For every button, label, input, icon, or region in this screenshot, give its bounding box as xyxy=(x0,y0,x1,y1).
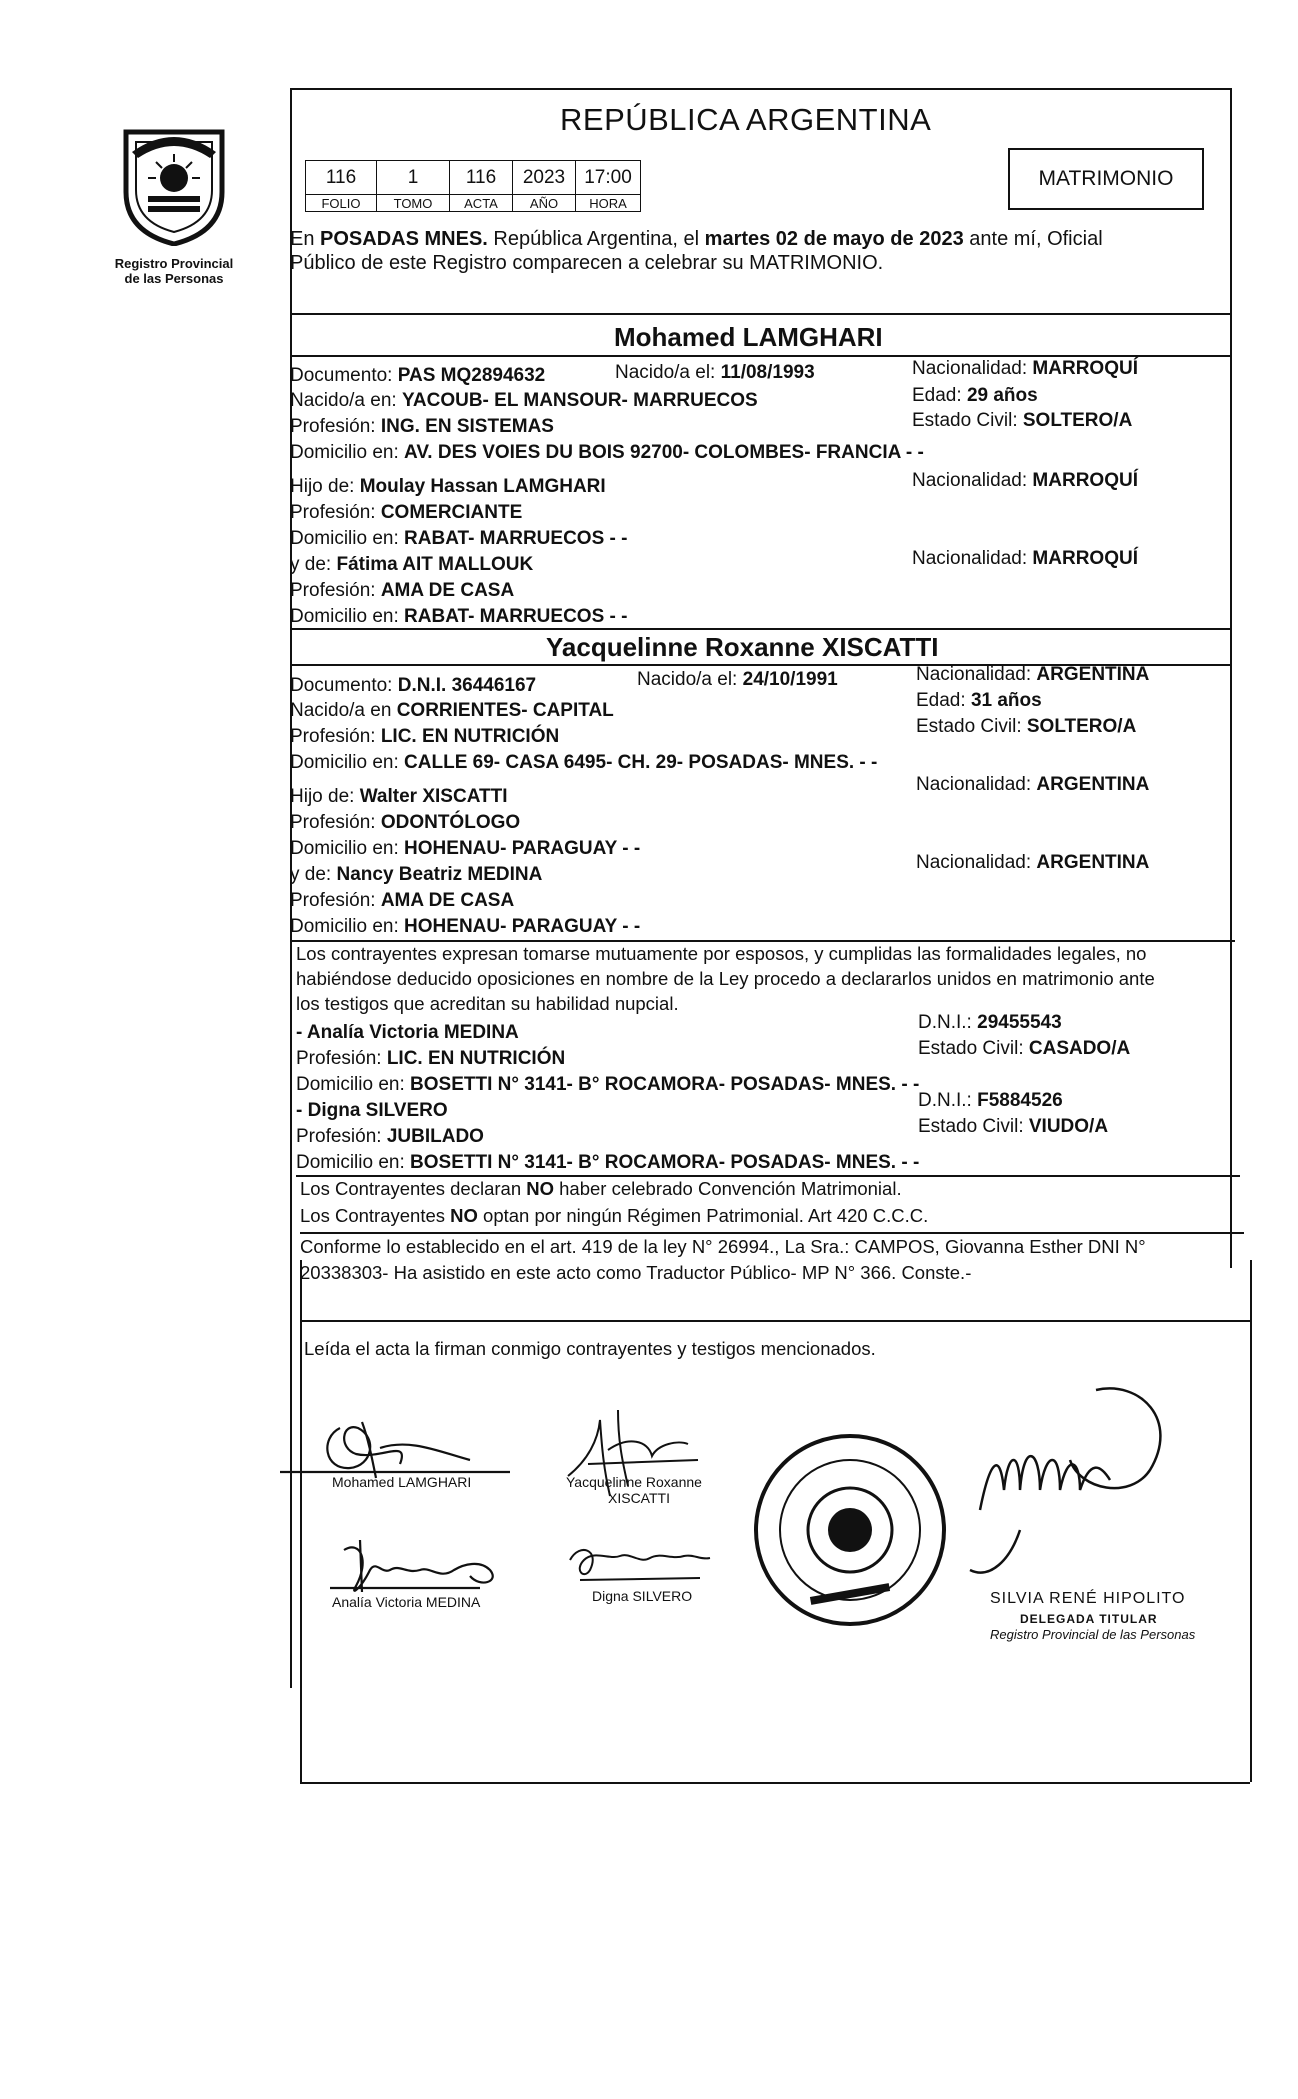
spouse2-madre-profesion xyxy=(290,890,514,912)
label: Profesión: xyxy=(290,812,381,833)
spouse1-madre-profesion xyxy=(290,580,514,602)
witness2-domicilio xyxy=(296,1152,919,1174)
intro-middle: República Argentina, el xyxy=(487,228,705,250)
label: Domicilio en: xyxy=(290,606,405,627)
value: BOSETTI N° 3141- B° ROCAMORA- POSADAS- MNES. - - xyxy=(410,1074,920,1095)
folio-value: 116 xyxy=(306,161,377,195)
label: Profesión: xyxy=(290,580,381,601)
value: D.N.I. 36446167 xyxy=(397,675,537,696)
signature-analia-name: Analía Victoria MEDINA xyxy=(332,1594,481,1610)
witness2-estado-civil xyxy=(918,1116,1108,1138)
declaration-line-1: Los contrayentes expresan tomarse mutuamente por esposos, y cumplidas las formalidades legales, no xyxy=(296,943,1147,964)
label: D.N.I.: xyxy=(918,1012,978,1033)
declaration-line-2: habiéndose deducido oposiciones en nombre de la Ley procedo a declararlos unidos en matrimonio ante xyxy=(296,968,1155,989)
divider-closing xyxy=(300,1320,1250,1322)
spouse2-edad xyxy=(916,690,1042,712)
label: Nacionalidad: xyxy=(912,548,1033,569)
spouse2-padre xyxy=(290,786,508,808)
declaration-line-3: los testigos que acreditan su habilidad nupcial. xyxy=(296,993,679,1014)
spouse1-madre-domicilio xyxy=(290,606,627,628)
hora-value: 17:00 xyxy=(576,161,641,195)
label: y de: xyxy=(290,554,337,575)
value: VIUDO/A xyxy=(1028,1116,1109,1137)
act-type-box: MATRIMONIO xyxy=(1008,148,1204,210)
conventions-line-1 xyxy=(300,1178,902,1200)
spouse1-padre-domicilio xyxy=(290,528,627,550)
intro-prefix: En xyxy=(290,228,321,250)
label: Profesión: xyxy=(296,1048,387,1069)
label: Nacionalidad: xyxy=(916,852,1037,873)
spouse1-nacido-en xyxy=(290,390,758,412)
value: MARROQUÍ xyxy=(1032,358,1138,379)
acta-value: 116 xyxy=(450,161,513,195)
intro-place: POSADAS MNES. xyxy=(320,228,488,250)
label: Domicilio en: xyxy=(290,838,405,859)
value: Nancy Beatriz MEDINA xyxy=(336,864,543,885)
official-name: SILVIA RENÉ HIPOLITO xyxy=(990,1590,1186,1607)
label: Estado Civil: xyxy=(916,716,1027,737)
spouse2-padre-profesion xyxy=(290,812,520,834)
spouse2-domicilio xyxy=(290,752,877,774)
label: Nacionalidad: xyxy=(912,470,1033,491)
value: HOHENAU- PARAGUAY - - xyxy=(404,838,641,859)
label: Domicilio en: xyxy=(296,1074,411,1095)
label: Profesión: xyxy=(290,502,381,523)
spouse1-padre-profesion xyxy=(290,502,522,524)
value: 24/10/1991 xyxy=(742,669,838,690)
official-signature xyxy=(960,1380,1200,1580)
value: ARGENTINA xyxy=(1036,852,1150,873)
label: Nacionalidad: xyxy=(916,664,1037,685)
witness2-dni xyxy=(918,1090,1063,1112)
tomo-value: 1 xyxy=(377,161,450,195)
divider-spouse2 xyxy=(290,628,1230,630)
label: Domicilio en: xyxy=(290,442,405,463)
spouse2-padre-nacionalidad xyxy=(916,774,1149,796)
official-signature-scribble xyxy=(960,1380,1200,1580)
value: ARGENTINA xyxy=(1036,664,1150,685)
lower-frame-right-border xyxy=(1250,1260,1252,1782)
emphasis: NO xyxy=(526,1178,554,1199)
value: CORRIENTES- CAPITAL xyxy=(396,700,614,721)
value: 11/08/1993 xyxy=(720,362,815,383)
divider-conventions xyxy=(296,1175,1240,1177)
value: PAS MQ2894632 xyxy=(397,365,546,386)
label: y de: xyxy=(290,864,337,885)
label: Hijo de: xyxy=(290,786,360,807)
value: 29 años xyxy=(966,385,1038,406)
document-title: REPÚBLICA ARGENTINA xyxy=(560,102,932,137)
label: Nacido/a en: xyxy=(290,390,402,411)
signature-mohamed-name: Mohamed LAMGHARI xyxy=(332,1474,472,1490)
divider-spouse1 xyxy=(290,313,1230,315)
value: CASADO/A xyxy=(1028,1038,1131,1059)
value: ARGENTINA xyxy=(1036,774,1150,795)
value: Moulay Hassan LAMGHARI xyxy=(359,476,606,497)
logo-caption xyxy=(96,256,252,286)
label: Profesión: xyxy=(290,726,381,747)
spouse2-madre-domicilio xyxy=(290,916,640,938)
label: Profesión: xyxy=(290,890,381,911)
spouse1-edad xyxy=(912,385,1038,407)
spouse2-nacionalidad xyxy=(916,664,1149,686)
label: Hijo de: xyxy=(290,476,360,497)
label: Nacido/a el: xyxy=(615,362,721,383)
spouse2-name: Yacquelinne Roxanne XISCATTI xyxy=(546,632,939,662)
conventions-line-2 xyxy=(300,1205,928,1227)
label: Documento: xyxy=(290,365,398,386)
witness2-name: - Digna SILVERO xyxy=(296,1100,448,1121)
text: Los Contrayentes xyxy=(300,1205,451,1226)
label: Documento: xyxy=(290,675,398,696)
value: MARROQUÍ xyxy=(1032,548,1138,569)
spouse2-profesion xyxy=(290,726,559,748)
value: F5884526 xyxy=(977,1090,1063,1111)
emphasis: NO xyxy=(450,1205,478,1226)
value: Walter XISCATTI xyxy=(359,786,508,807)
label: D.N.I.: xyxy=(918,1090,978,1111)
anio-label: AÑO xyxy=(513,195,576,212)
closing-text: Leída el acta la firman conmigo contrayentes y testigos mencionados. xyxy=(304,1338,876,1359)
frame-top-border xyxy=(290,88,1230,90)
spouse2-nacido-el xyxy=(637,669,838,691)
label: Domicilio en: xyxy=(290,752,405,773)
value: LIC. EN NUTRICIÓN xyxy=(380,726,560,747)
witness1-profesion xyxy=(296,1048,565,1070)
text: haber celebrado Convención Matrimonial. xyxy=(554,1178,902,1199)
folio-label: FOLIO xyxy=(306,195,377,212)
label: Domicilio en: xyxy=(296,1152,411,1173)
witness1-dni xyxy=(918,1012,1062,1034)
spouse2-padre-domicilio xyxy=(290,838,640,860)
witness1-estado-civil xyxy=(918,1038,1130,1060)
label: Estado Civil: xyxy=(912,410,1023,431)
label: Profesión: xyxy=(290,416,381,437)
acta-label: ACTA xyxy=(450,195,513,212)
witness1-domicilio xyxy=(296,1074,919,1096)
spouse2-estado-civil xyxy=(916,716,1136,738)
intro-line-2: Público de este Registro comparecen a celebrar su MATRIMONIO. xyxy=(290,252,884,274)
spouse1-name: Mohamed LAMGHARI xyxy=(614,322,883,352)
label: Estado Civil: xyxy=(918,1038,1029,1059)
spouse1-domicilio xyxy=(290,442,924,464)
label: Nacido/a en xyxy=(290,700,397,721)
intro-suffix: ante mí, Oficial xyxy=(963,228,1103,250)
value: RABAT- MARRUECOS - - xyxy=(404,606,628,627)
spouse1-nacido-el xyxy=(615,362,815,384)
value: HOHENAU- PARAGUAY - - xyxy=(404,916,641,937)
label: Edad: xyxy=(916,690,971,711)
registry-seal xyxy=(750,1430,950,1630)
spouse1-madre xyxy=(290,554,533,576)
value: ODONTÓLOGO xyxy=(380,812,521,833)
spouse2-madre xyxy=(290,864,542,886)
signature-yacquelinne-name-2: XISCATTI xyxy=(608,1490,670,1506)
official-title: DELEGADA TITULAR xyxy=(1020,1612,1158,1626)
value: SOLTERO/A xyxy=(1022,410,1133,431)
official-office: Registro Provincial de las Personas xyxy=(990,1627,1196,1642)
witness1-name: - Analía Victoria MEDINA xyxy=(296,1022,519,1043)
divider-declaration xyxy=(290,940,1235,942)
value: Fátima AIT MALLOUK xyxy=(336,554,534,575)
frame-right-border xyxy=(1230,88,1232,1268)
value: SOLTERO/A xyxy=(1026,716,1137,737)
signature-digna-name: Digna SILVERO xyxy=(592,1588,693,1604)
spouse2-madre-nacionalidad xyxy=(916,852,1149,874)
spouse1-padre xyxy=(290,476,606,498)
spouse1-estado-civil xyxy=(912,410,1132,432)
divider-translator xyxy=(300,1232,1244,1234)
label: Nacionalidad: xyxy=(916,774,1037,795)
intro-date: martes 02 de mayo de 2023 xyxy=(704,228,964,250)
registry-logo xyxy=(112,122,236,246)
registry-seal-graphic xyxy=(750,1430,950,1630)
signature-digna xyxy=(560,1530,720,1610)
registry-table xyxy=(305,160,641,212)
spouse1-padre-nacionalidad xyxy=(912,470,1138,492)
logo-caption-line1: Registro Provincial xyxy=(114,256,234,271)
value: BOSETTI N° 3141- B° ROCAMORA- POSADAS- MNES. - - xyxy=(410,1152,920,1173)
spouse2-nacido-en xyxy=(290,700,614,722)
label: Edad: xyxy=(912,385,967,406)
translator-line-1: Conforme lo establecido en el art. 419 de la ley N° 26994., La Sra.: CAMPOS, Giovanna Esther DNI N° xyxy=(300,1236,1146,1257)
logo-caption-line2: de las Personas xyxy=(124,271,224,286)
signature-mohamed xyxy=(280,1408,520,1488)
value: LIC. EN NUTRICIÓN xyxy=(386,1048,566,1069)
value: 31 años xyxy=(970,690,1042,711)
signature-yacquelinne-name-1: Yacquelinne Roxanne xyxy=(566,1474,702,1490)
signature-yacquelinne xyxy=(548,1400,748,1506)
divider-spouse1-name xyxy=(290,355,1230,357)
value: ING. EN SISTEMAS xyxy=(380,416,554,437)
text: Los Contrayentes declaran xyxy=(300,1178,527,1199)
label: Profesión: xyxy=(296,1126,387,1147)
value: COMERCIANTE xyxy=(380,502,523,523)
label: Nacionalidad: xyxy=(912,358,1033,379)
anio-value: 2023 xyxy=(513,161,576,195)
label: Estado Civil: xyxy=(918,1116,1029,1137)
spouse2-documento xyxy=(290,675,536,697)
spouse1-nacionalidad xyxy=(912,358,1138,380)
value: CALLE 69- CASA 6495- CH. 29- POSADAS- MNES. - - xyxy=(404,752,878,773)
label: Domicilio en: xyxy=(290,528,405,549)
value: AMA DE CASA xyxy=(380,580,515,601)
lower-frame-left-border xyxy=(300,1260,302,1782)
tomo-label: TOMO xyxy=(377,195,450,212)
frame-bottom-border xyxy=(300,1782,1250,1784)
signature-analia xyxy=(330,1530,530,1610)
value: 29455543 xyxy=(977,1012,1062,1033)
hora-label: HORA xyxy=(576,195,641,212)
value: AMA DE CASA xyxy=(380,890,515,911)
spouse1-documento xyxy=(290,365,545,387)
witness2-profesion xyxy=(296,1126,484,1148)
spouse1-profesion xyxy=(290,416,554,438)
value: JUBILADO xyxy=(386,1126,484,1147)
intro-line-1 xyxy=(290,228,1103,250)
value: MARROQUÍ xyxy=(1032,470,1138,491)
translator-line-2: 20338303- Ha asistido en este acto como Traductor Público- MP N° 366. Conste.- xyxy=(300,1262,972,1283)
label: Domicilio en: xyxy=(290,916,405,937)
value: AV. DES VOIES DU BOIS 92700- COLOMBES- FRANCIA - - xyxy=(404,442,924,463)
value: YACOUB- EL MANSOUR- MARRUECOS xyxy=(401,390,758,411)
label: Nacido/a el: xyxy=(637,669,743,690)
text: optan por ningún Régimen Patrimonial. Art 420 C.C.C. xyxy=(477,1205,929,1226)
value: RABAT- MARRUECOS - - xyxy=(404,528,628,549)
spouse1-madre-nacionalidad xyxy=(912,548,1138,570)
